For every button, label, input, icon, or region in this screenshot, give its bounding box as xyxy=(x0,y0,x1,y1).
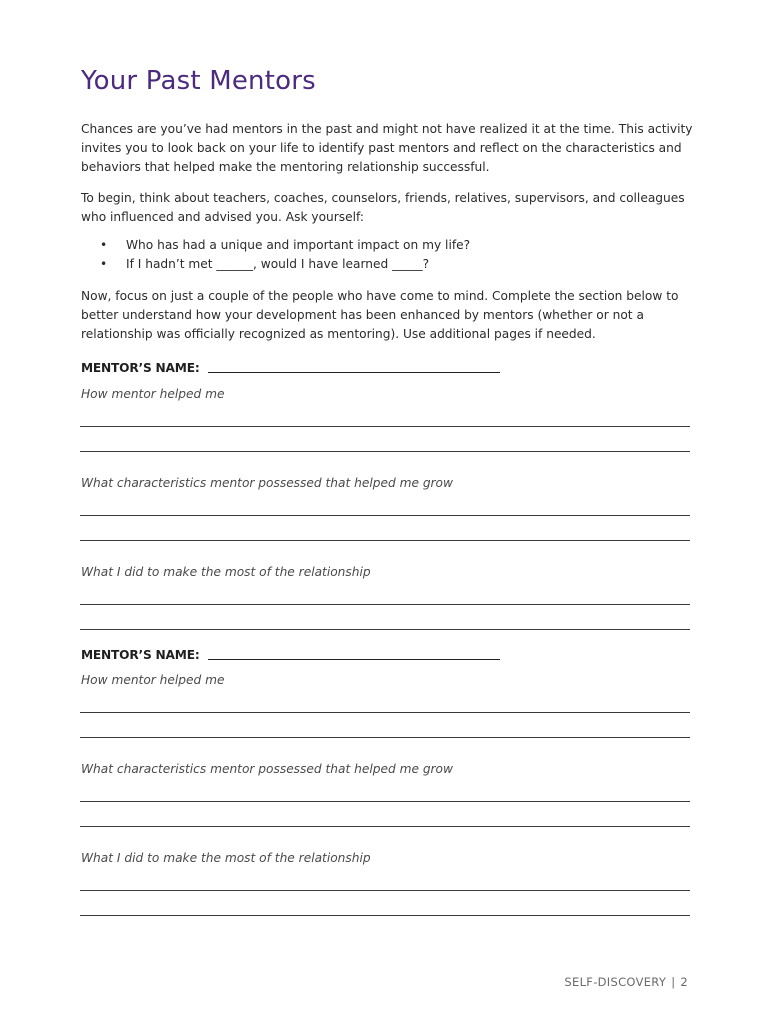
answer-line[interactable] xyxy=(80,604,690,605)
answer-line[interactable] xyxy=(80,801,690,802)
mentor-name-label: MENTOR’S NAME: xyxy=(81,648,200,662)
prompt-what-i-did: What I did to make the most of the relationship xyxy=(81,851,371,865)
footer-separator: | xyxy=(671,975,676,989)
answer-line[interactable] xyxy=(80,451,690,452)
bullet-icon: • xyxy=(100,238,108,252)
prompt-what-i-did: What I did to make the most of the relationship xyxy=(81,565,371,579)
answer-line[interactable] xyxy=(80,426,690,427)
prompt-how-mentor-helped: How mentor helped me xyxy=(81,673,225,687)
question-text: If I hadn’t met ______, would I have learned _____? xyxy=(126,257,430,271)
bullet-icon: • xyxy=(100,257,108,271)
mentor-name-label: MENTOR’S NAME: xyxy=(81,361,200,375)
prompt-mentor-characteristics: What characteristics mentor possessed that helped me grow xyxy=(81,762,453,776)
footer-section-label: SELF-DISCOVERY xyxy=(564,975,667,989)
answer-line[interactable] xyxy=(80,826,690,827)
answer-line[interactable] xyxy=(80,629,690,630)
page-number: 2 xyxy=(680,975,688,989)
answer-line[interactable] xyxy=(80,540,690,541)
list-item xyxy=(100,236,470,255)
answer-line[interactable] xyxy=(80,890,690,891)
mentor-name-row xyxy=(81,647,500,662)
page-title: Your Past Mentors xyxy=(81,66,316,96)
mentor-name-field[interactable] xyxy=(208,360,500,373)
reflection-questions-list xyxy=(100,236,470,274)
mentor-name-row xyxy=(81,360,500,375)
page-footer xyxy=(564,975,688,989)
answer-line[interactable] xyxy=(80,712,690,713)
answer-line[interactable] xyxy=(80,515,690,516)
focus-paragraph: Now, focus on just a couple of the people who have come to mind. Complete the section below to better understand how your development has been enhanced by mentors (whether or not a relationship was officially recognized as mentoring). Use additional pages if needed. xyxy=(81,289,679,341)
answer-line[interactable] xyxy=(80,737,690,738)
mentor-name-field[interactable] xyxy=(208,647,500,660)
intro-paragraph: Chances are you’ve had mentors in the past and might not have realized it at the time. This activity invites you to look back on your life to identify past mentors and reflect on the characteristics and behaviors that helped make the mentoring relationship successful. xyxy=(81,122,693,174)
instructions-paragraph: To begin, think about teachers, coaches, counselors, friends, relatives, supervisors, and colleagues who influenced and advised you. Ask yourself: xyxy=(81,191,685,224)
answer-line[interactable] xyxy=(80,915,690,916)
question-text: Who has had a unique and important impact on my life? xyxy=(126,238,471,252)
prompt-mentor-characteristics: What characteristics mentor possessed that helped me grow xyxy=(81,476,453,490)
prompt-how-mentor-helped: How mentor helped me xyxy=(81,387,225,401)
list-item xyxy=(100,255,470,274)
